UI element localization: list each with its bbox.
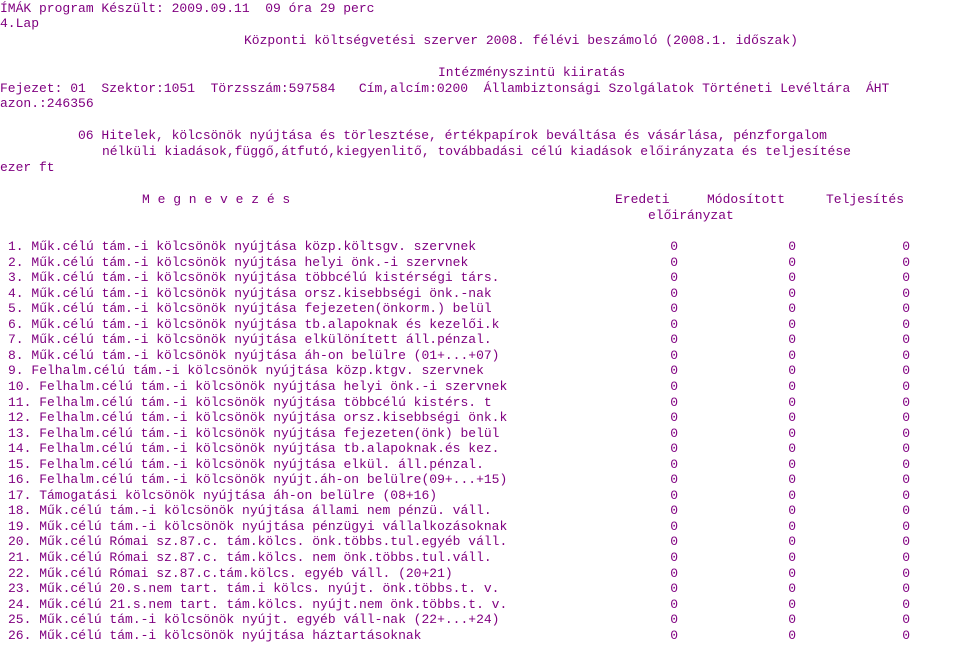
table-cell-v2: 0 (788, 332, 796, 347)
table-cell-v3: 0 (902, 581, 910, 596)
table-cell-v1: 0 (670, 612, 678, 627)
table-row-label: 18. Műk.célú tám.-i kölcsönök nyújtása állami nem pénzü. váll. (8, 503, 492, 518)
table-cell-v2: 0 (788, 286, 796, 301)
column-header-modified: Módosított (707, 192, 786, 207)
table-cell-v2: 0 (788, 441, 796, 456)
table-cell-v2: 0 (788, 317, 796, 332)
table-cell-v1: 0 (670, 566, 678, 581)
table-cell-v3: 0 (902, 301, 910, 316)
table-cell-v2: 0 (788, 566, 796, 581)
table-cell-v2: 0 (788, 519, 796, 534)
table-row-label: 12. Felhalm.célú tám.-i kölcsönök nyújtása orsz.kisebbségi önk.k (8, 410, 508, 425)
table-row-label: 2. Műk.célú tám.-i kölcsönök nyújtása helyi önk.-i szervnek (8, 255, 469, 270)
table-cell-v2: 0 (788, 426, 796, 441)
table-cell-v3: 0 (902, 395, 910, 410)
column-header-performance: Teljesítés (826, 192, 905, 207)
table-cell-v3: 0 (902, 317, 910, 332)
table-row-label: 6. Műk.célú tám.-i kölcsönök nyújtása tb.alapoknak és kezelői.k (8, 317, 500, 332)
table-cell-v1: 0 (670, 441, 678, 456)
table-cell-v2: 0 (788, 503, 796, 518)
table-cell-v3: 0 (902, 488, 910, 503)
table-cell-v3: 0 (902, 239, 910, 254)
table-row-label: 3. Műk.célú tám.-i kölcsönök nyújtása többcélú kistérségi társ. (8, 270, 500, 285)
table-cell-v3: 0 (902, 332, 910, 347)
column-header-name: M e g n e v e z é s (142, 192, 291, 207)
table-cell-v1: 0 (670, 472, 678, 487)
table-row-label: 13. Felhalm.célú tám.-i kölcsönök nyújtása fejezeten(önk) belül (8, 426, 500, 441)
table-cell-v1: 0 (670, 239, 678, 254)
table-row-label: 9. Felhalm.célú tám.-i kölcsönök nyújtása közp.ktgv. szervnek (8, 363, 484, 378)
table-row-label: 26. Műk.célú tám.-i kölcsönök nyújtása háztartásoknak (8, 628, 422, 643)
table-row-label: 5. Műk.célú tám.-i kölcsönök nyújtása fejezeten(önkorm.) belül (8, 301, 492, 316)
table-cell-v1: 0 (670, 286, 678, 301)
report-title: Központi költségvetési szerver 2008. félévi beszámoló (2008.1. időszak) (244, 33, 798, 48)
table-cell-v2: 0 (788, 628, 796, 643)
table-cell-v2: 0 (788, 457, 796, 472)
table-cell-v2: 0 (788, 581, 796, 596)
table-cell-v1: 0 (670, 270, 678, 285)
table-row-label: 25. Műk.célú tám.-i kölcsönök nyújt. egyéb váll-nak (22+...+24) (8, 612, 500, 627)
table-cell-v2: 0 (788, 550, 796, 565)
table-cell-v3: 0 (902, 566, 910, 581)
table-cell-v2: 0 (788, 597, 796, 612)
table-row-label: 19. Műk.célú tám.-i kölcsönök nyújtása pénzügyi vállalkozásoknak (8, 519, 508, 534)
table-cell-v1: 0 (670, 332, 678, 347)
table-cell-v1: 0 (670, 488, 678, 503)
table-cell-v3: 0 (902, 379, 910, 394)
table-row-label: 20. Műk.célú Római sz.87.c. tám.kölcs. önk.többs.tul.egyéb váll. (8, 534, 508, 549)
table-cell-v2: 0 (788, 270, 796, 285)
table-cell-v2: 0 (788, 239, 796, 254)
table-row-label: 22. Műk.célú Római sz.87.c.tám.kölcs. egyéb váll. (20+21) (8, 566, 453, 581)
table-cell-v3: 0 (902, 286, 910, 301)
table-cell-v1: 0 (670, 597, 678, 612)
page-number: 4.Lap (0, 16, 40, 31)
table-cell-v3: 0 (902, 503, 910, 518)
table-row-label: 8. Műk.célú tám.-i kölcsönök nyújtása áh-on belülre (01+...+07) (8, 348, 500, 363)
table-cell-v1: 0 (670, 426, 678, 441)
table-row-label: 10. Felhalm.célú tám.-i kölcsönök nyújtása helyi önk.-i szervnek (8, 379, 508, 394)
table-cell-v1: 0 (670, 534, 678, 549)
table-row-label: 16. Felhalm.célú tám.-i kölcsönök nyújt.áh-on belülre(09+...+15) (8, 472, 508, 487)
table-cell-v2: 0 (788, 301, 796, 316)
table-cell-v1: 0 (670, 255, 678, 270)
table-cell-v3: 0 (902, 270, 910, 285)
table-cell-v3: 0 (902, 457, 910, 472)
table-row-label: 17. Támogatási kölcsönök nyújtása áh-on belülre (08+16) (8, 488, 438, 503)
table-row-label: 4. Műk.célú tám.-i kölcsönök nyújtása orsz.kisebbségi önk.-nak (8, 286, 492, 301)
table-cell-v3: 0 (902, 612, 910, 627)
table-row-label: 15. Felhalm.célú tám.-i kölcsönök nyújtása elkül. áll.pénzal. (8, 457, 484, 472)
table-cell-v3: 0 (902, 550, 910, 565)
table-cell-v2: 0 (788, 379, 796, 394)
table-row-label: 14. Felhalm.célú tám.-i kölcsönök nyújtása tb.alapoknak.és kez. (8, 441, 500, 456)
table-row-label: 7. Műk.célú tám.-i kölcsönök nyújtása elkülönített áll.pénzal. (8, 332, 492, 347)
table-cell-v3: 0 (902, 441, 910, 456)
table-cell-v2: 0 (788, 395, 796, 410)
table-row-label: 24. Műk.célú 21.s.nem tart. tám.kölcs. nyújt.nem önk.többs.t. v. (8, 597, 508, 612)
table-cell-v2: 0 (788, 472, 796, 487)
table-cell-v2: 0 (788, 534, 796, 549)
report-level: Intézményszintü kiiratás (438, 65, 626, 80)
table-cell-v2: 0 (788, 348, 796, 363)
table-cell-v3: 0 (902, 597, 910, 612)
table-cell-v3: 0 (902, 519, 910, 534)
table-cell-v3: 0 (902, 472, 910, 487)
table-cell-v1: 0 (670, 581, 678, 596)
table-cell-v1: 0 (670, 348, 678, 363)
table-cell-v3: 0 (902, 410, 910, 425)
table-cell-v1: 0 (670, 317, 678, 332)
table-cell-v2: 0 (788, 255, 796, 270)
table-cell-v2: 0 (788, 488, 796, 503)
table-cell-v1: 0 (670, 628, 678, 643)
table-cell-v1: 0 (670, 301, 678, 316)
table-cell-v2: 0 (788, 612, 796, 627)
table-row-label: 21. Műk.célú Római sz.87.c. tám.kölcs. nem önk.többs.tul.váll. (8, 550, 492, 565)
table-cell-v2: 0 (788, 363, 796, 378)
table-cell-v3: 0 (902, 348, 910, 363)
table-cell-v1: 0 (670, 379, 678, 394)
program-line: ÍMÁK program Készült: 2009.09.11 09 óra 29 perc (0, 1, 375, 16)
section-title-line-1: 06 Hitelek, kölcsönök nyújtása és törlesztése, értékpapírok beváltása és vásárlása, pénzforgalom (78, 128, 827, 143)
table-cell-v1: 0 (670, 363, 678, 378)
identifiers-line: Fejezet: 01 Szektor:1051 Törzsszám:597584 Cím,alcím:0200 Állambiztonsági Szolgálatok Történeti Levéltára ÁHT (0, 81, 890, 96)
section-title-line-2: nélküli kiadások,függő,átfutó,kiegyenlitő, továbbadási célú kiadások előirányzata és teljesítése (102, 144, 851, 159)
table-cell-v1: 0 (670, 395, 678, 410)
table-cell-v3: 0 (902, 255, 910, 270)
table-cell-v3: 0 (902, 426, 910, 441)
table-cell-v3: 0 (902, 628, 910, 643)
unit-label: ezer ft (0, 160, 55, 175)
column-header-original: Eredeti (615, 192, 670, 207)
table-cell-v2: 0 (788, 410, 796, 425)
azonosito: azon.:246356 (0, 96, 94, 111)
table-row-label: 1. Műk.célú tám.-i kölcsönök nyújtása közp.költsgv. szervnek (8, 239, 477, 254)
column-header-modified-sub: előirányzat (648, 208, 734, 223)
table-cell-v1: 0 (670, 550, 678, 565)
table-cell-v1: 0 (670, 519, 678, 534)
table-cell-v3: 0 (902, 534, 910, 549)
table-row-label: 11. Felhalm.célú tám.-i kölcsönök nyújtása többcélú kistérs. t (8, 395, 492, 410)
table-cell-v1: 0 (670, 457, 678, 472)
table-cell-v1: 0 (670, 410, 678, 425)
table-row-label: 23. Műk.célú 20.s.nem tart. tám.i kölcs. nyújt. önk.többs.t. v. (8, 581, 500, 596)
table-cell-v3: 0 (902, 363, 910, 378)
table-cell-v1: 0 (670, 503, 678, 518)
